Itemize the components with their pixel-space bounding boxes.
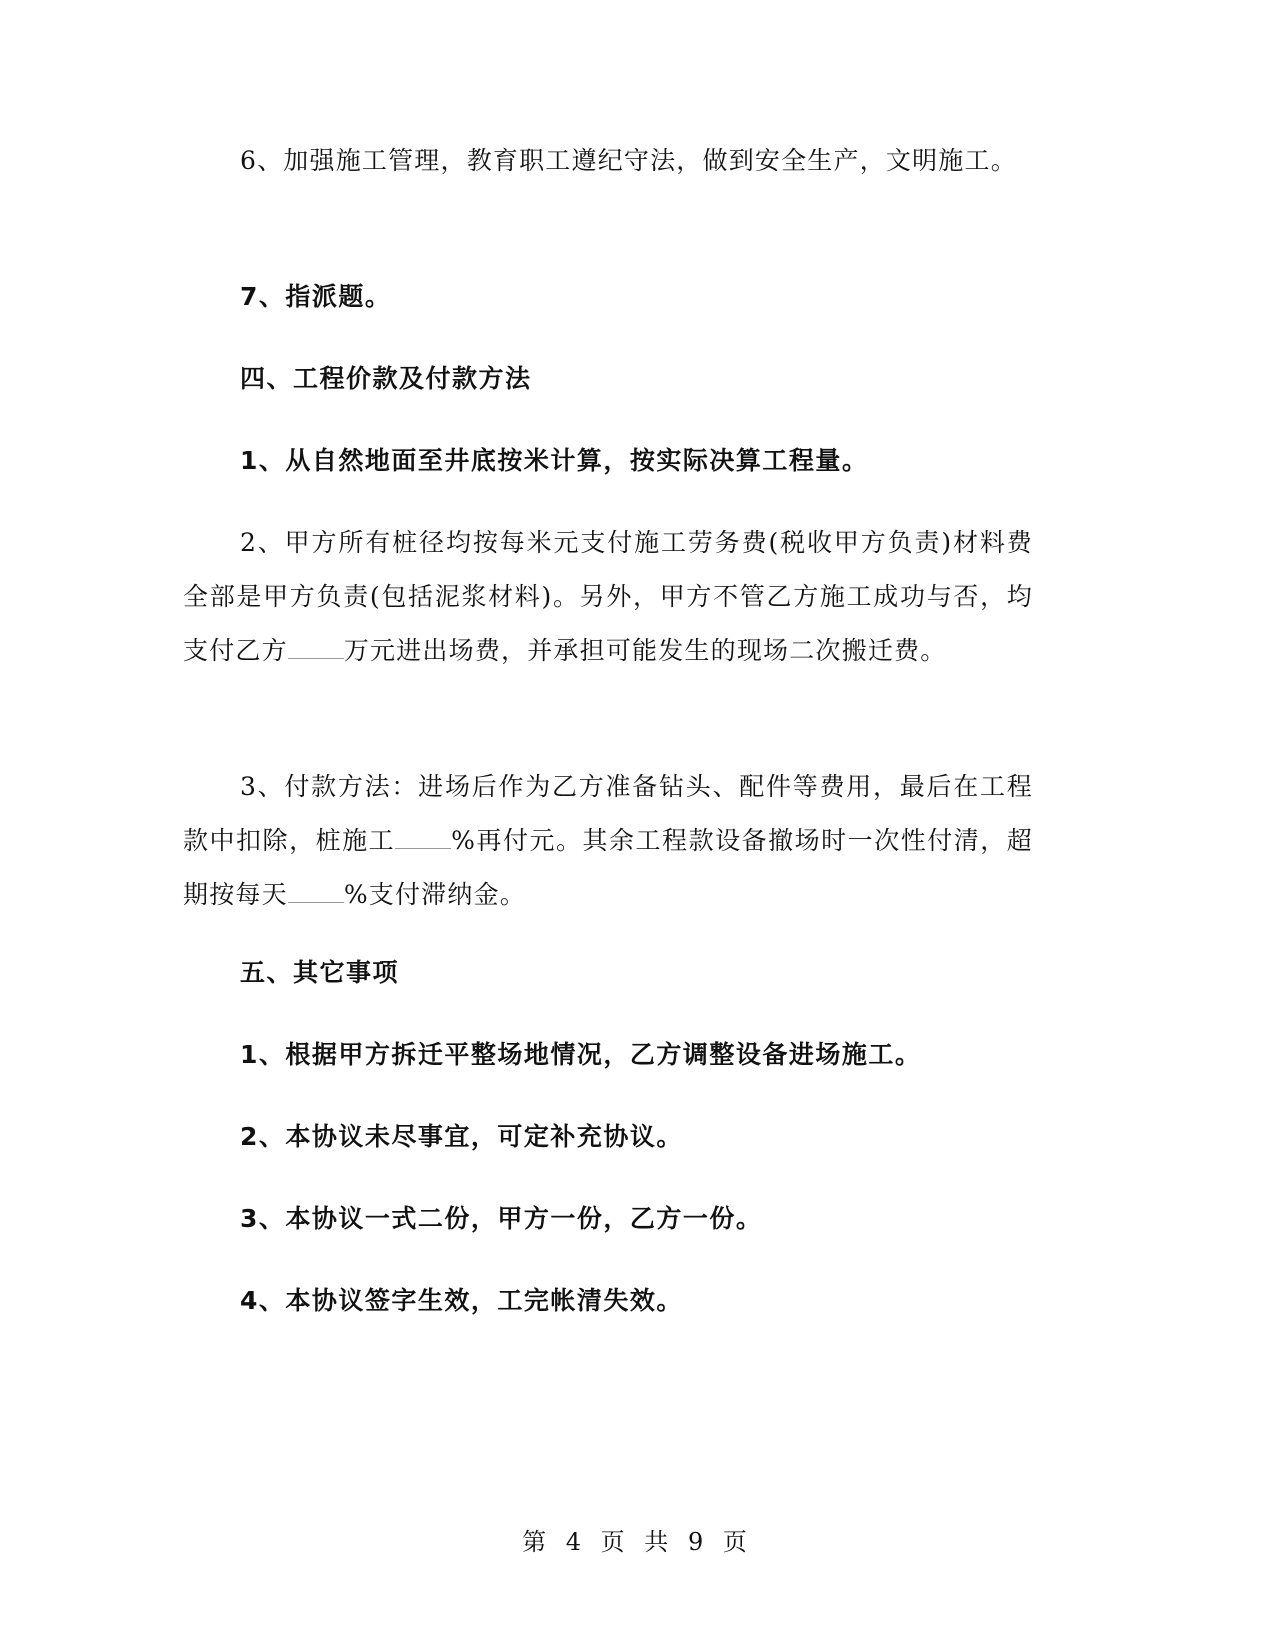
fill-in-blank bbox=[288, 636, 344, 659]
paragraph-item-6: 6、加强施工管理，教育职工遵纪守法，做到安全生产，文明施工。 bbox=[240, 146, 1017, 175]
paragraph-5-2: 2、本协议未尽事宜，可定补充协议。 bbox=[240, 1122, 683, 1151]
paragraph-5-4: 4、本协议签字生效，工完帐清失效。 bbox=[240, 1286, 683, 1315]
paragraph-5-3: 3、本协议一式二份，甲方一份，乙方一份。 bbox=[240, 1204, 763, 1233]
paragraph-5-1: 1、根据甲方拆迁平整场地情况，乙方调整设备进场施工。 bbox=[240, 1040, 922, 1069]
paragraph-4-2 bbox=[183, 516, 1033, 678]
fill-in-blank bbox=[395, 826, 451, 849]
paragraph-item-7: 7、指派题。 bbox=[240, 282, 392, 311]
paragraph-4-3-text-b: %再付元。其余工程款设备撤场时一次性付清，超期按每天 bbox=[183, 826, 1033, 909]
paragraph-4-2-text-b: 万元进出场费，并承担可能发生的现场二次搬迁费。 bbox=[343, 636, 947, 665]
paragraph-4-1: 1、从自然地面至井底按米计算，按实际决算工程量。 bbox=[240, 446, 869, 475]
section-heading-5: 五、其它事项 bbox=[240, 958, 400, 987]
paragraph-4-3 bbox=[183, 760, 1033, 922]
paragraph-4-2-text-a: 2、甲方所有桩径均按每米元支付施工劳务费(税收甲方负责)材料费全部是甲方负责(包括泥浆材料)。另外，甲方不管乙方施工成功与否，均支付乙方 bbox=[183, 528, 1033, 665]
page-number-footer: 第 4 页 共 9 页 bbox=[522, 1528, 753, 1556]
paragraph-4-3-text-a: 3、付款方法：进场后作为乙方准备钻头、配件等费用，最后在工程款中扣除，桩施工 bbox=[183, 772, 1033, 855]
fill-in-blank bbox=[288, 880, 344, 903]
section-heading-4: 四、工程价款及付款方法 bbox=[240, 364, 532, 393]
paragraph-4-3-text-c: %支付滞纳金。 bbox=[343, 880, 526, 909]
